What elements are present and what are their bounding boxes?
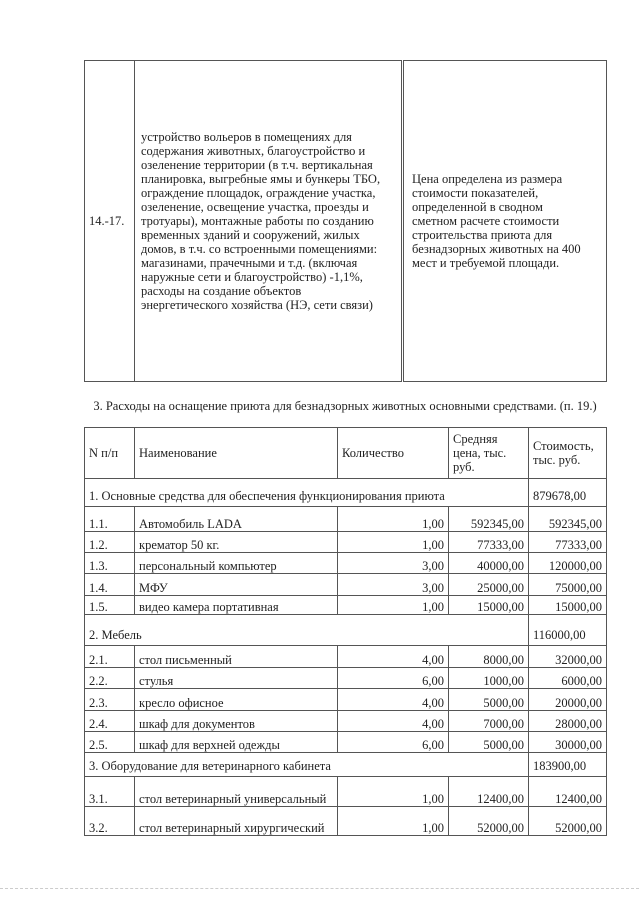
item-quantity: 1,00 bbox=[338, 596, 449, 615]
item-quantity: 1,00 bbox=[338, 807, 449, 836]
equipment-table bbox=[84, 427, 607, 836]
item-name: видео камера портативная bbox=[135, 596, 338, 615]
item-number: 2.5. bbox=[85, 732, 135, 753]
table-row bbox=[85, 532, 607, 553]
header-cost: Стоимость, тыс. руб. bbox=[529, 428, 607, 479]
item-number: 2.1. bbox=[85, 646, 135, 668]
item-number: 1.1. bbox=[85, 507, 135, 532]
header-name: Наименование bbox=[135, 428, 338, 479]
item-quantity: 4,00 bbox=[338, 646, 449, 668]
item-name: стол письменный bbox=[135, 646, 338, 668]
item-quantity: 6,00 bbox=[338, 732, 449, 753]
item-quantity: 6,00 bbox=[338, 668, 449, 689]
group-row bbox=[85, 479, 607, 507]
table-row bbox=[85, 732, 607, 753]
table-row bbox=[85, 574, 607, 596]
item-name: шкаф для верхней одежды bbox=[135, 732, 338, 753]
item-price: 12400,00 bbox=[449, 777, 529, 807]
item-quantity: 4,00 bbox=[338, 711, 449, 732]
item-price: 592345,00 bbox=[449, 507, 529, 532]
item-cost: 28000,00 bbox=[529, 711, 607, 732]
item-cost: 77333,00 bbox=[529, 532, 607, 553]
table-row bbox=[85, 711, 607, 732]
item-name: стулья bbox=[135, 668, 338, 689]
table-row bbox=[85, 668, 607, 689]
item-price: 77333,00 bbox=[449, 532, 529, 553]
group-total: 116000,00 bbox=[529, 615, 607, 646]
group-title: 1. Основные средства для обеспечения функционирования приюта bbox=[85, 479, 529, 507]
item-name: крематор 50 кг. bbox=[135, 532, 338, 553]
table-header-row bbox=[85, 428, 607, 479]
section-title: 3. Расходы на оснащение приюта для безнадзорных животных основными средствами. (п. 19.) bbox=[93, 399, 597, 413]
item-name: стол ветеринарный универсальный bbox=[135, 777, 338, 807]
item-name: шкаф для документов bbox=[135, 711, 338, 732]
item-quantity: 3,00 bbox=[338, 574, 449, 596]
table-row bbox=[85, 689, 607, 711]
item-quantity: 1,00 bbox=[338, 532, 449, 553]
row-note: Цена определена из размера стоимости показателей, определенной в сводном сметном расчете стоимости строительства приюта для безнадзорных животных на 400 мест и требуемой площади. bbox=[403, 61, 607, 382]
item-name: Автомобиль LADA bbox=[135, 507, 338, 532]
item-cost: 52000,00 bbox=[529, 807, 607, 836]
item-name: персональный компьютер bbox=[135, 553, 338, 574]
group-title: 3. Оборудование для ветеринарного кабинета bbox=[85, 753, 529, 777]
item-number: 3.2. bbox=[85, 807, 135, 836]
item-price: 25000,00 bbox=[449, 574, 529, 596]
item-cost: 15000,00 bbox=[529, 596, 607, 615]
page-edge bbox=[0, 888, 639, 889]
item-quantity: 3,00 bbox=[338, 553, 449, 574]
item-quantity: 1,00 bbox=[338, 507, 449, 532]
item-price: 40000,00 bbox=[449, 553, 529, 574]
item-price: 15000,00 bbox=[449, 596, 529, 615]
item-cost: 20000,00 bbox=[529, 689, 607, 711]
group-row bbox=[85, 615, 607, 646]
item-cost: 6000,00 bbox=[529, 668, 607, 689]
table-row bbox=[85, 507, 607, 532]
header-number: N п/п bbox=[85, 428, 135, 479]
item-name: стол ветеринарный хирургический bbox=[135, 807, 338, 836]
row-description: устройство вольеров в помещениях для содержания животных, благоустройство и озеленение территории (в т.ч. вертикальная планировка, выгребные ямы и бункеры ТБО, ограждение площадок, ограждение участка, озеленение, освещение участка, проезды и тротуары), монтажные работы по созданию временных зданий и сооружений, жилых домов, в т.ч. со встроенными помещениями: магазинами, прачечными и т.д. (включая наружные сети и благоустройство) -1,1%, расходы на создание объектов энергетического хозяйства (НЭ, сети связи) bbox=[135, 61, 403, 382]
group-row bbox=[85, 753, 607, 777]
item-cost: 75000,00 bbox=[529, 574, 607, 596]
item-number: 1.2. bbox=[85, 532, 135, 553]
group-title: 2. Мебель bbox=[85, 615, 529, 646]
item-price: 5000,00 bbox=[449, 689, 529, 711]
item-number: 2.4. bbox=[85, 711, 135, 732]
item-number: 3.1. bbox=[85, 777, 135, 807]
group-total: 183900,00 bbox=[529, 753, 607, 777]
item-cost: 32000,00 bbox=[529, 646, 607, 668]
group-total: 879678,00 bbox=[529, 479, 607, 507]
item-quantity: 1,00 bbox=[338, 777, 449, 807]
table-row bbox=[85, 61, 607, 382]
item-cost: 592345,00 bbox=[529, 507, 607, 532]
item-number: 1.4. bbox=[85, 574, 135, 596]
table-row bbox=[85, 777, 607, 807]
item-price: 52000,00 bbox=[449, 807, 529, 836]
header-quantity: Количество bbox=[338, 428, 449, 479]
table-row bbox=[85, 646, 607, 668]
item-number: 2.2. bbox=[85, 668, 135, 689]
item-cost: 12400,00 bbox=[529, 777, 607, 807]
item-number: 2.3. bbox=[85, 689, 135, 711]
item-name: МФУ bbox=[135, 574, 338, 596]
table-row bbox=[85, 807, 607, 836]
table-row bbox=[85, 553, 607, 574]
row-number: 14.-17. bbox=[85, 61, 135, 382]
item-quantity: 4,00 bbox=[338, 689, 449, 711]
item-price: 1000,00 bbox=[449, 668, 529, 689]
item-cost: 120000,00 bbox=[529, 553, 607, 574]
item-number: 1.5. bbox=[85, 596, 135, 615]
item-cost: 30000,00 bbox=[529, 732, 607, 753]
works-table bbox=[84, 60, 607, 382]
header-avg-price: Средняя цена, тыс. руб. bbox=[449, 428, 529, 479]
item-price: 7000,00 bbox=[449, 711, 529, 732]
item-price: 5000,00 bbox=[449, 732, 529, 753]
table-row bbox=[85, 596, 607, 615]
item-number: 1.3. bbox=[85, 553, 135, 574]
item-name: кресло офисное bbox=[135, 689, 338, 711]
item-price: 8000,00 bbox=[449, 646, 529, 668]
